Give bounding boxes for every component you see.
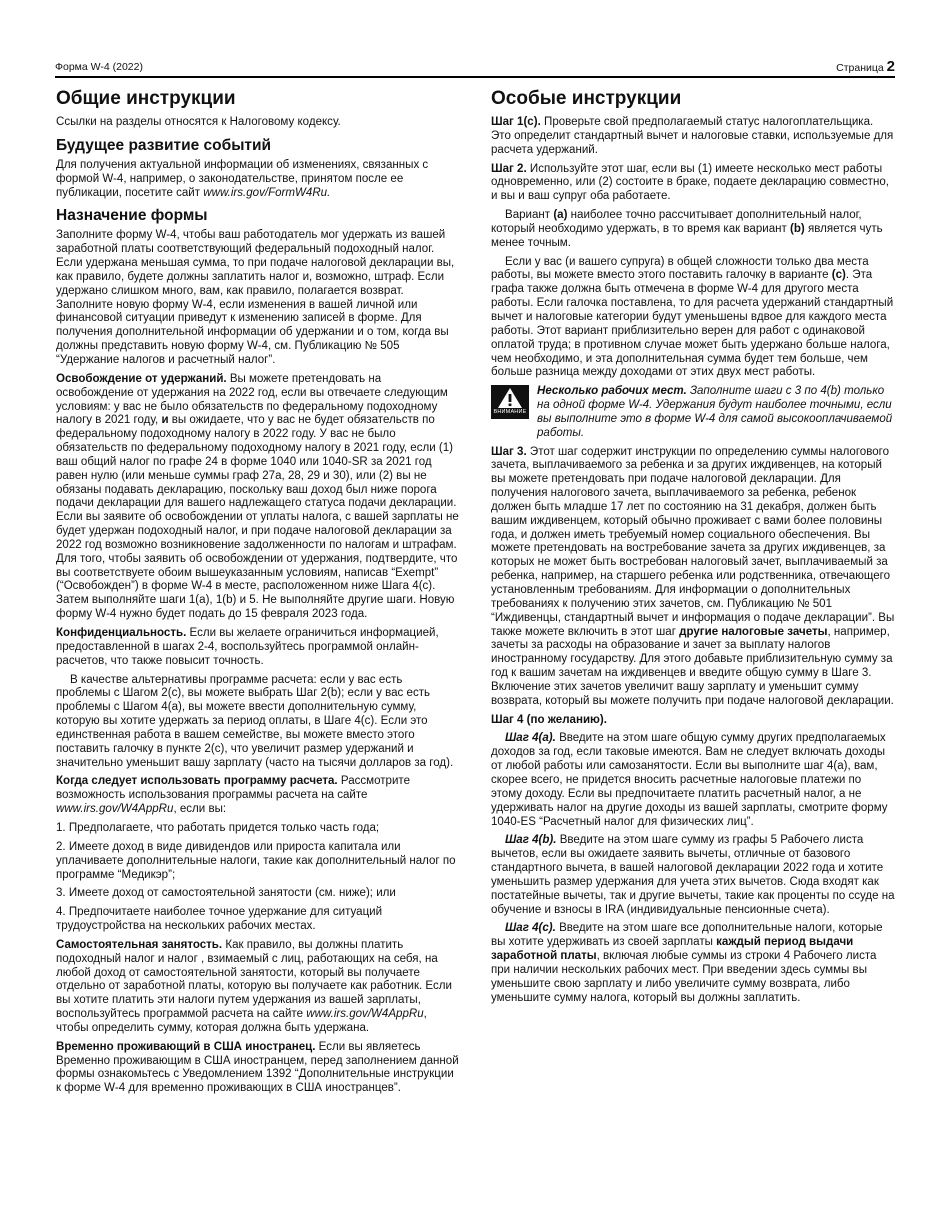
list-item: 2. Имеете доход в виде дивидендов или прироста капитала или уплачиваете дополнительные налоги, такие как дополнительный налог по программе “Медикэр”; [56,840,456,881]
step-2-options-paragraph: Вариант (a) наиболее точно рассчитывает дополнительный налог, который необходимо удержать, в то время как вариант (b) является чуть менее точным. [491,209,883,249]
step-1c-paragraph: Шаг 1(c). Проверьте свой предполагаемый статус налогоплательщика. Это определит стандартный вычет и налоговые ставки, используемые для расчета удержаний. [491,116,894,156]
caution-title: Несколько рабочих мест. [537,385,687,398]
privacy-paragraph: Конфиденциальность. Если вы желаете ограничиться информацией, предоставленной в шагах 2-4, воспользуйтесь программой онлайн-расчетов, что также повысит точность. [56,627,439,667]
self-employment-paragraph: Самостоятельная занятость. Как правило, вы должны платить подоходный налог и налог , взимаемый с лиц, работающих на себя, на любой доход от самостоятельной занятости, который вы получаете отдельно от заработной платы, которую вы получаете как работник. Если вы хотите платить эти налоги путем удержания из вашей зарплаты, воспользуйтесь программой расчета на сайте www.irs.gov/W4AppRu, чтобы определить сумму, которая должна быть удержана. [56,938,452,1034]
step-4a-paragraph: Шаг 4(a). Введите на этом шаге общую сумму других предполагаемых доходов за год, если таковые имеются. Вам не следует включать доходы от любой работы или самозанятости. Если вы выполните шаг 4(a), вам, скорее всего, не придется вносить расчетные налоговые платежи по этому доходу. Если вы предпочитаете платить расчетный налог, а не удерживать налог на другие доходы из вашей зарплаты, смотрите форму 1040-ES “Расчетный налог для физических лиц”. [491,732,888,828]
step-2-paragraph: Шаг 2. Используйте этот шаг, если вы (1) имеете несколько мест работы одновременно, или (2) состоите в браке, подаете декларацию совместно, и вы и ваш супруг оба работаете. [491,162,889,203]
caution-icon [491,385,529,419]
step-2c-paragraph: Если у вас (и вашего супруга) в общей сложности только два места работы, вы можете вместо этого поставить галочку в варианте (c). Эта графа также должна быть отмечена в форме W-4 для другого места работы. Если галочка поставлена, то для расчета удержаний стандартный вычет и налоговые категории будут уменьшены вдвое для каждого места работы. Этот вариант приблизительно верен для работ с одинаковой оплатой труда; в противном случае может быть удержано больше налога, чем необходимо, и эта дополнительная сумма будет тем больше, чем больше разница между доходами от этих двух мест работы. [491,255,894,379]
step-4b-paragraph: Шаг 4(b). Введите на этом шаге сумму из графы 5 Рабочего листа вычетов, если вы ожидаете заявить вычеты, отличные от базового стандартного вычета, в вашей налоговой декларации 2022 года и хотите уменьшить размер удержания для учета этих вычетов. Сюда входят как постатейные вычеты, так и другие вычеты, такие как проценты по ссуде на обучение и взносы в IRA (индивидуальные пенсионные счета). [491,834,895,916]
alternative-paragraph: В качестве альтернативы программе расчета: если у вас есть проблемы с Шагом 2(c), вы можете выбрать Шаг 2(b); если у вас есть проблемы с Шагом 4(a), вы можете ввести дополнительную сумму, которую вы хотите удержать за период оплаты, в Шаге 4(c). Если это единственная работа в вашем семействе, вы можете вместо этого поставить галочку в пункте 2(c), что увеличит размер удержаний и значительно уменьшит вашу зарплату (часто на тысячи долларов за год). [56,673,454,769]
caution-text: Несколько рабочих мест. Заполните шаги с 3 по 4(b) только на одной форме W-4. Удержания будут наиболее точными, если вы выполните это в форме W-4 для самой высокооплачиваемой работы. [537,385,893,439]
step-4-title: Шаг 4 (по желанию). [491,713,607,726]
step-4c-label: Шаг 4(c). [505,922,556,935]
self-employment-link[interactable]: www.irs.gov/W4AppRu [306,1008,424,1021]
step-4b-label: Шаг 4(b). [505,834,557,847]
exemption-title: Освобождение от удержаний. [56,372,227,385]
general-instructions-title: Общие инструкции [56,88,236,109]
page-header [55,56,895,78]
nonresident-title: Временно проживающий в США иностранец. [56,1040,316,1053]
step-1c-label: Шаг 1(c). [491,116,541,128]
step-4a-label: Шаг 4(a). [505,732,556,745]
right-column [491,86,895,1010]
when-to-use-title: Когда следует использовать программу расчета. [56,775,338,788]
future-developments-title: Будущее развитие событий [56,136,272,154]
future-developments-text: Для получения актуальной информации об изменениях, связанных с формой W-4, например, о законодательстве, принятом после ее публикации, посетите сайт www.irs.gov/FormW4Ru. [56,158,429,199]
page-label: Страница [836,62,884,74]
list-item: 4. Предпочитаете наиболее точное удержание для ситуаций трудоустройства на нескольких рабочих местах. [56,906,383,933]
page-number [836,58,895,75]
exemption-paragraph: Освобождение от удержаний. Вы можете претендовать на освобождение от удержания на 2022 год, если вы отвечаете следующим условиям: у вас не было обязательств по федеральному подоходному налогу в 2021 году, и вы ожидаете, что у вас не будет обязательств по федеральному подоходному налогу в 2022 году. У вас не было обязательств по федеральному подоходному налогу в 2021 году, если (1) ваш общий налог по графе 24 в форме 1040 или 1040-SR за 2021 год равен нулю (или меньше суммы граф 27а, 28, 29 и 30), или (2) вы не обязаны подавать декларацию, поскольку ваш доход был ниже порога подачи декларации для вашего надлежащего статуса подачи декларации. Если вы заявите об освобождении от уплаты налога, с вашей зарплаты не будет удержан подоходный налог, и при подаче налоговой декларации за 2022 год возможно возникновение задолженности по налогам и штрафам. Для того, чтобы заявить об освобождении от удержания, подтвердите, что вы соответствуете обоим вышеуказанным условиям, написав “Exempt” (“Освобожден”) в форме W-4 в месте, расположенном ниже Шага 4(c). Затем выполняйте шаги 1(a), 1(b) и 5. Не выполняйте другие шаги. Новую форму W-4 нужно будет подать до 15 февраля 2023 года. [56,372,459,621]
purpose-title: Назначение формы [56,207,208,225]
page-number-value: 2 [886,58,895,75]
nonresident-paragraph: Временно проживающий в США иностранец. Если вы являетесь Временно проживающим в США иностранцем, перед заполнением данной формы ознакомьтесь с Уведомлением 1392 “Дополнительные инструкции к форме W-4 для временно проживающих в США иностранцев”. [56,1040,459,1095]
form-label: Форма W-4 (2022) [55,61,143,73]
specific-instructions-title: Особые инструкции [491,88,682,109]
when-to-use-paragraph: Когда следует использовать программу расчета. Рассмотрите возможность использования программы расчета на сайте www.irs.gov/W4AppRu, если вы: [56,775,411,816]
caution-icon-label: ВНИМАНИЕ [493,409,527,416]
intro-text: Ссылки на разделы относятся к Налоговому кодексу. [56,116,341,128]
left-column [56,86,460,1101]
self-employment-title: Самостоятельная занятость. [56,938,223,951]
step-4c-paragraph: Шаг 4(c). Введите на этом шаге все дополнительные налоги, которые вы хотите удерживать из своей зарплаты каждый период выдачи заработной платы, включая любые суммы из строки 4 Рабочего листа при наличии нескольких рабочих мест. При введении здесь суммы вы уменьшите свою зарплату и либо увеличите сумму возврата, либо уменьшите сумму налога, который вы должны заплатить. [491,922,883,1004]
future-link[interactable]: www.irs.gov/FormW4Ru. [203,186,331,199]
step-2-label: Шаг 2. [491,162,527,175]
caution-note [491,385,895,440]
purpose-text: Заполните форму W-4, чтобы ваш работодатель мог удержать из вашей заработной платы соответствующий федеральный подоходный налог. Если удержана меньшая сумма, то при подаче налоговой декларации вы, как правило, будете должны заплатить налог и, возможно, штраф. Если удержано слишком много, вам, как правило, полагается возврат. Заполните новую форму W-4, если изменения в вашей личной или финансовой ситуации приведут к изменению записей в форме. Для получения дополнительной информации об удержании и о том, когда вы должны представить новую форму W-4, см. Публикацию № 505 “Удержание налогов и расчетный налог”. [56,229,455,366]
step-3-paragraph: Шаг 3. Этот шаг содержит инструкции по определению суммы налогового зачета, выплачиваемого за ребенка и за других иждивенцев, на который вы можете претендовать при подаче налоговой декларации. Для получения налогового зачета, выплачиваемого за ребенка, ребенок должен быть младше 17 лет по состоянию на 31 декабря, должен быть вашим иждивенцем, который обычно проживает с вами более половины года, и должен иметь требуемый номер социального обеспечения. Вы можете претендовать на востребование зачета за других иждивенцев, за которых не может быть востребован налоговый зачет, выплачиваемый за ребенка, например, на старшего ребенка или родственника, отвечающего установленным требованиям. Для информации о дополнительных требованиях к получению этих зачетов, см. Публикацию № 501 “Иждивенцы, стандартный вычет и информация о подаче декларации”. Вы также можете включить в этот шаг другие налоговые зачеты, например, зачеты за расходы на образование и зачет за выплату налогов иностранному государству. Для этого добавьте приблизительную сумму за год к вашим зачетам на иждивенцев и введите общую сумму в Шаге 3. Включение этих зачетов увеличит вашу зарплату и уменьшит сумму возврата, который вы можете получить при подаче налоговой декларации. [491,445,895,707]
privacy-title: Конфиденциальность. [56,627,187,639]
list-item: 1. Предполагаете, что работать придется только часть года; [56,821,380,834]
estimator-link[interactable]: www.irs.gov/W4AppRu [56,803,174,816]
warning-triangle-icon [497,387,523,409]
list-item: 3. Имеете доход от самостоятельной занятости (см. ниже); или [56,887,396,900]
step-3-label: Шаг 3. [491,445,527,458]
